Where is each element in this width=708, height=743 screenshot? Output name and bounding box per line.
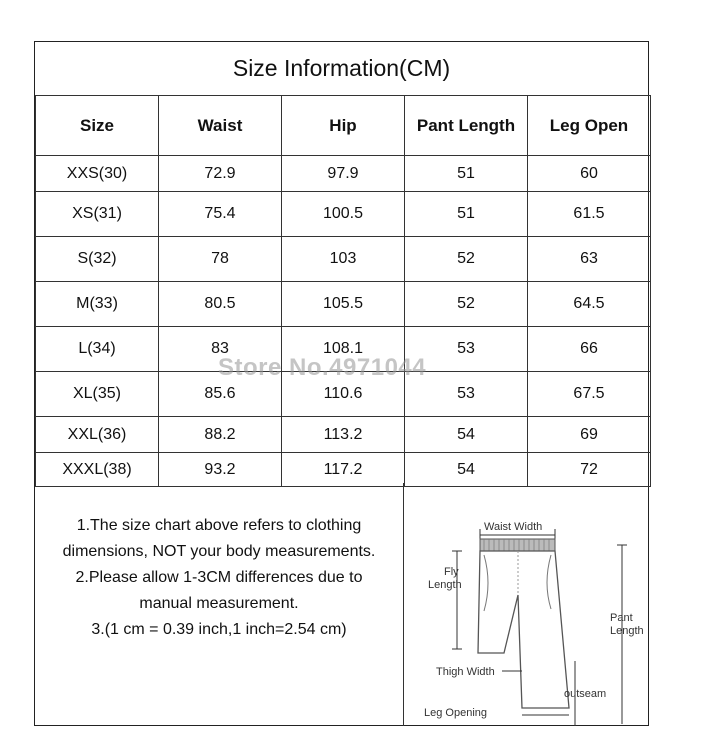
measurement-cell: 67.5	[528, 372, 651, 417]
size-cell: L(34)	[36, 327, 159, 372]
pant-length-label: Length	[610, 625, 644, 637]
table-row	[36, 417, 651, 453]
measurement-cell: 117.2	[282, 453, 405, 487]
size-cell: XS(31)	[36, 192, 159, 237]
outseam-label: outseam	[564, 688, 607, 700]
waist-width-label: Waist Width	[484, 521, 543, 533]
fly-length-label: Length	[428, 579, 462, 591]
measurement-cell: 54	[405, 453, 528, 487]
pant-label: Pant	[610, 612, 633, 624]
fly-label: Fly	[444, 566, 459, 578]
measurement-cell: 61.5	[528, 192, 651, 237]
size-cell: S(32)	[36, 237, 159, 282]
chart-title: Size Information(CM)	[35, 42, 648, 96]
size-cell: XXXL(38)	[36, 453, 159, 487]
measurement-cell: 63	[528, 237, 651, 282]
size-cell: XXS(30)	[36, 156, 159, 192]
table-row	[36, 156, 651, 192]
measurement-cell: 53	[405, 327, 528, 372]
measurement-cell: 53	[405, 372, 528, 417]
thigh-width-label: Thigh Width	[436, 666, 495, 678]
measurement-cell: 100.5	[282, 192, 405, 237]
measurement-cell: 64.5	[528, 282, 651, 327]
note-line: 1.The size chart above refers to clothing	[76, 517, 362, 534]
size-cell: XL(35)	[36, 372, 159, 417]
column-header: Waist	[159, 96, 282, 156]
measurement-cell: 103	[282, 237, 405, 282]
notes-panel	[35, 483, 404, 726]
pants-diagram	[404, 483, 649, 726]
note-line: dimensions, NOT your body measurements.	[62, 543, 376, 560]
note-line: manual measurement.	[139, 595, 299, 612]
size-cell: XXL(36)	[36, 417, 159, 453]
measurement-cell: 72	[528, 453, 651, 487]
table-row	[36, 282, 651, 327]
leg-opening-label: Leg Opening	[424, 707, 487, 719]
measurement-cell: 69	[528, 417, 651, 453]
size-table	[35, 95, 651, 487]
size-chart	[34, 41, 649, 726]
measurement-cell: 78	[159, 237, 282, 282]
note-line: 3.(1 cm = 0.39 inch,1 inch=2.54 cm)	[91, 621, 347, 638]
measurement-cell: 88.2	[159, 417, 282, 453]
measurement-cell: 105.5	[282, 282, 405, 327]
measurement-cell: 97.9	[282, 156, 405, 192]
note-line: 2.Please allow 1-3CM differences due to	[75, 569, 363, 586]
column-header: Size	[36, 96, 159, 156]
pants-measurement-illustration	[404, 483, 649, 726]
column-header: Pant Length	[405, 96, 528, 156]
measurement-cell: 108.1	[282, 327, 405, 372]
measurement-cell: 75.4	[159, 192, 282, 237]
measurement-cell: 72.9	[159, 156, 282, 192]
measurement-cell: 52	[405, 237, 528, 282]
table-row	[36, 192, 651, 237]
measurement-cell: 66	[528, 327, 651, 372]
measurement-cell: 110.6	[282, 372, 405, 417]
measurement-cell: 54	[405, 417, 528, 453]
measurement-cell: 52	[405, 282, 528, 327]
table-row	[36, 237, 651, 282]
store-watermark: Store No.4971044	[218, 354, 427, 381]
column-header: Leg Open	[528, 96, 651, 156]
measurement-cell: 51	[405, 156, 528, 192]
measurement-cell: 113.2	[282, 417, 405, 453]
measurement-cell: 80.5	[159, 282, 282, 327]
measurement-cell: 51	[405, 192, 528, 237]
measurement-cell: 60	[528, 156, 651, 192]
size-cell: M(33)	[36, 282, 159, 327]
table-header-row	[36, 96, 651, 156]
measurement-cell: 85.6	[159, 372, 282, 417]
measurement-cell: 83	[159, 327, 282, 372]
measurement-cell: 93.2	[159, 453, 282, 487]
table-row	[36, 453, 651, 487]
column-header: Hip	[282, 96, 405, 156]
